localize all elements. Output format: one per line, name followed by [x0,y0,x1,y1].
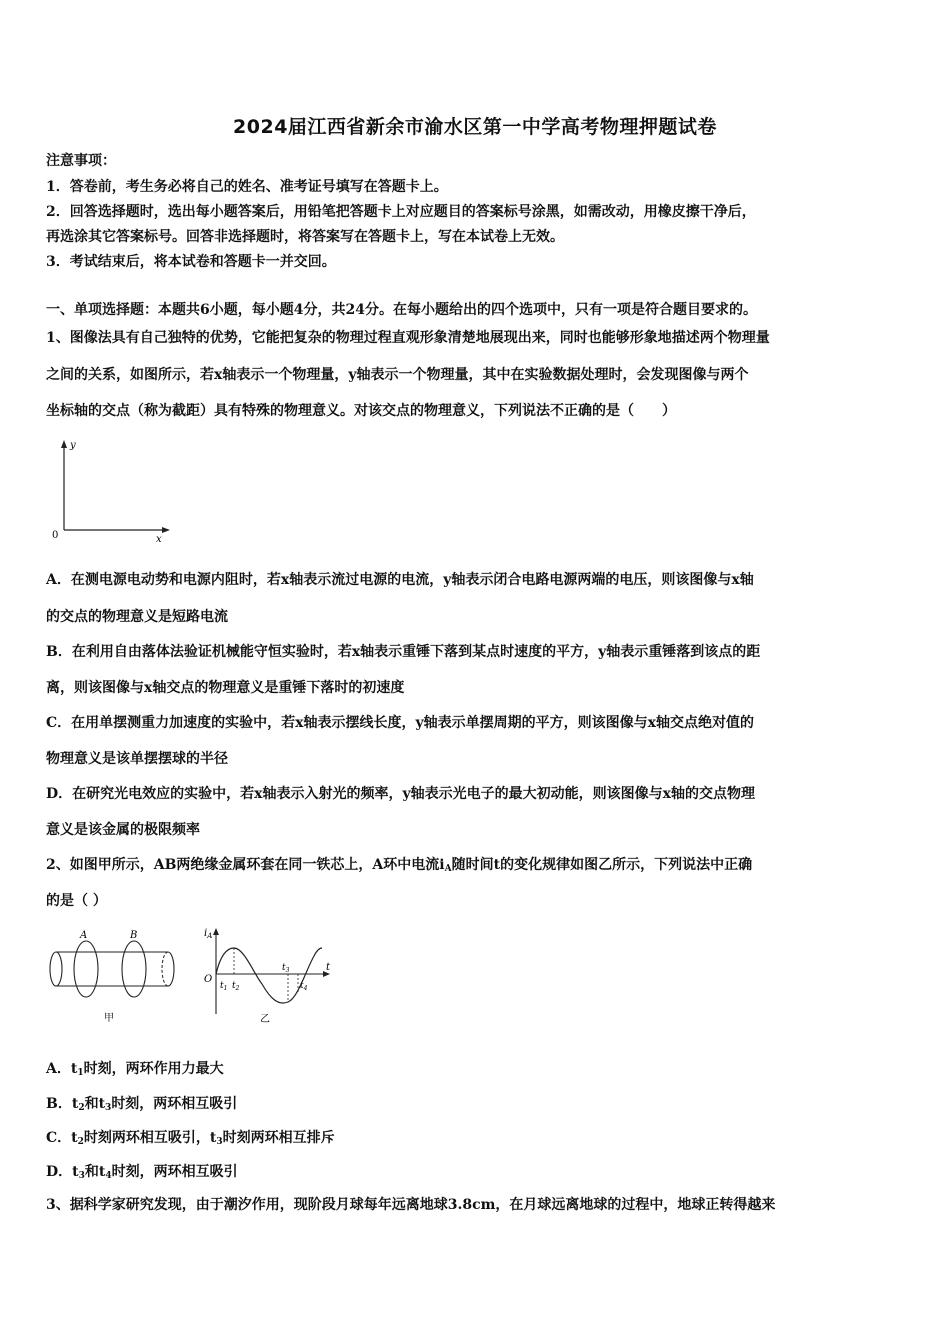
x-axis-label: x [156,534,162,544]
q2-text-part: 随时间t的变化规律如图乙所示，下列说法中正确 [451,857,753,873]
t2-label: $t_2$ [232,981,240,992]
page-title: 2024届江西省新余市渝水区第一中学高考物理押题试卷 [233,116,717,138]
option-a-cont: 的交点的物理意义是短路电流 [46,609,228,625]
ia-axis-arrow [213,928,219,935]
ia-axis-label: $i_A$ [204,928,213,940]
opt-text: 时刻，两环相互吸引 [111,1164,238,1180]
figure-jia-iron-core-rings [44,926,180,1026]
core-right-end [168,952,174,986]
opt-sub: 3 [105,1103,112,1113]
current-curve [216,948,322,1003]
notice-item: 3．考试结束后，将本试卷和答题卡一并交回。 [46,254,336,270]
figure-jia-caption: 甲 [104,1013,114,1024]
option-b [46,1095,237,1117]
ring-b [122,941,146,997]
figure-yi-current-graph [198,922,340,1026]
question-3-text: 3、据科学家研究发现，由于潮汐作用，现阶段月球每年远离地球3.8cm，在月球远离地球的过程中，地球正转得越来 [46,1197,776,1213]
option-d-cont: 意义是该金属的极限频率 [46,822,200,838]
origin-label: O [204,974,213,985]
y-axis-label: y [70,440,76,451]
opt-text: A．t [46,1061,78,1077]
ring-a [74,941,98,997]
opt-text: 和t [84,1164,106,1180]
opt-text: 时刻，两环相互吸引 [111,1096,238,1112]
option-b-cont: 离，则该图像与x轴交点的物理意义是重锤下落时的初速度 [46,680,405,696]
core-right-end-hidden [162,952,168,986]
question-1-text: 坐标轴的交点（称为截距）具有特殊的物理意义。对该交点的物理意义，下列说法不正确的是（ ） [46,403,676,419]
opt-text: D．t [46,1164,79,1180]
opt-text: 时刻两环相互排斥 [222,1130,335,1146]
origin-label: 0 [52,530,59,541]
t4-label: $t_4$ [300,981,308,992]
opt-sub: 2 [78,1103,85,1113]
notice-item: 2．回答选择题时，选出每小题答案后，用铅笔把答题卡上对应题目的答案标号涂黑，如需改动，用橡皮擦干净后， [46,204,756,220]
question-2-text: 的是（ ） [46,893,107,909]
notice-item: 再选涂其它答案标号。回答非选择题时，将答案写在答题卡上，写在本试卷上无效。 [46,229,564,245]
option-d: D．在研究光电效应的实验中，若x轴表示入射光的频率，y轴表示光电子的最大初动能，则该图像与x轴的交点物理 [46,786,755,802]
opt-text: 时刻两环相互吸引，t [83,1130,217,1146]
figure-yi-caption: 乙 [260,1014,270,1025]
ring-a-label: A [80,930,88,941]
q2-text-sub: A [444,864,452,874]
question-1-text: 之间的关系，如图所示，若x轴表示一个物理量，y轴表示一个物理量，其中在实验数据处理时，会发现图像与两个 [46,367,749,383]
option-a: A．在测电源电动势和电源内阻时，若x轴表示流过电源的电流，y轴表示闭合电路电源两端的电压，则该图像与x轴 [46,572,754,588]
t1-label: $t_1$ [220,981,228,992]
x-axis-arrow [162,527,170,533]
notice-heading: 注意事项： [46,153,116,169]
notice-item: 1．答卷前，考生务必将自己的姓名、准考证号填写在答题卡上。 [46,179,448,195]
y-axis-arrow [61,440,67,448]
question-1-axes-figure [48,438,178,544]
option-c-cont: 物理意义是该单摆摆球的半径 [46,751,228,767]
opt-sub: 4 [105,1171,112,1181]
option-d [46,1163,238,1185]
t3-label: $t_3$ [282,963,290,974]
opt-text: 和t [84,1096,106,1112]
q2-text-part: 2、如图甲所示，AB两绝缘金属环套在同一铁芯上，A环中电流i [46,857,445,873]
opt-text: B．t [46,1096,79,1112]
option-a [46,1060,224,1082]
section-heading: 一、单项选择题：本题共6小题，每小题4分，共24分。在每小题给出的四个选项中，只有一项是符合题目要求的。 [46,302,757,318]
opt-sub: 3 [216,1137,223,1147]
option-c [46,1129,335,1151]
ring-b-label: B [130,930,138,941]
question-1-text: 1、图像法具有自己独特的优势，它能把复杂的物理过程直观形象清楚地展现出来，同时也能够形象地描述两个物理量 [46,330,770,346]
option-b: B．在利用自由落体法验证机械能守恒实验时，若x轴表示重锤下落到某点时速度的平方，y轴表示重锤落到该点的距 [46,644,761,660]
core-left-end [50,952,62,986]
opt-text: C．t [46,1130,78,1146]
question-2-text [46,856,752,878]
opt-sub: 3 [78,1171,85,1181]
opt-sub: 1 [77,1068,84,1078]
option-c: C．在用单摆测重力加速度的实验中，若x轴表示摆线长度，y轴表示单摆周期的平方，则该图像与x轴交点绝对值的 [46,715,754,731]
opt-text: 时刻，两环作用力最大 [83,1061,224,1077]
opt-sub: 2 [77,1137,84,1147]
t-axis-label: t [326,962,331,973]
